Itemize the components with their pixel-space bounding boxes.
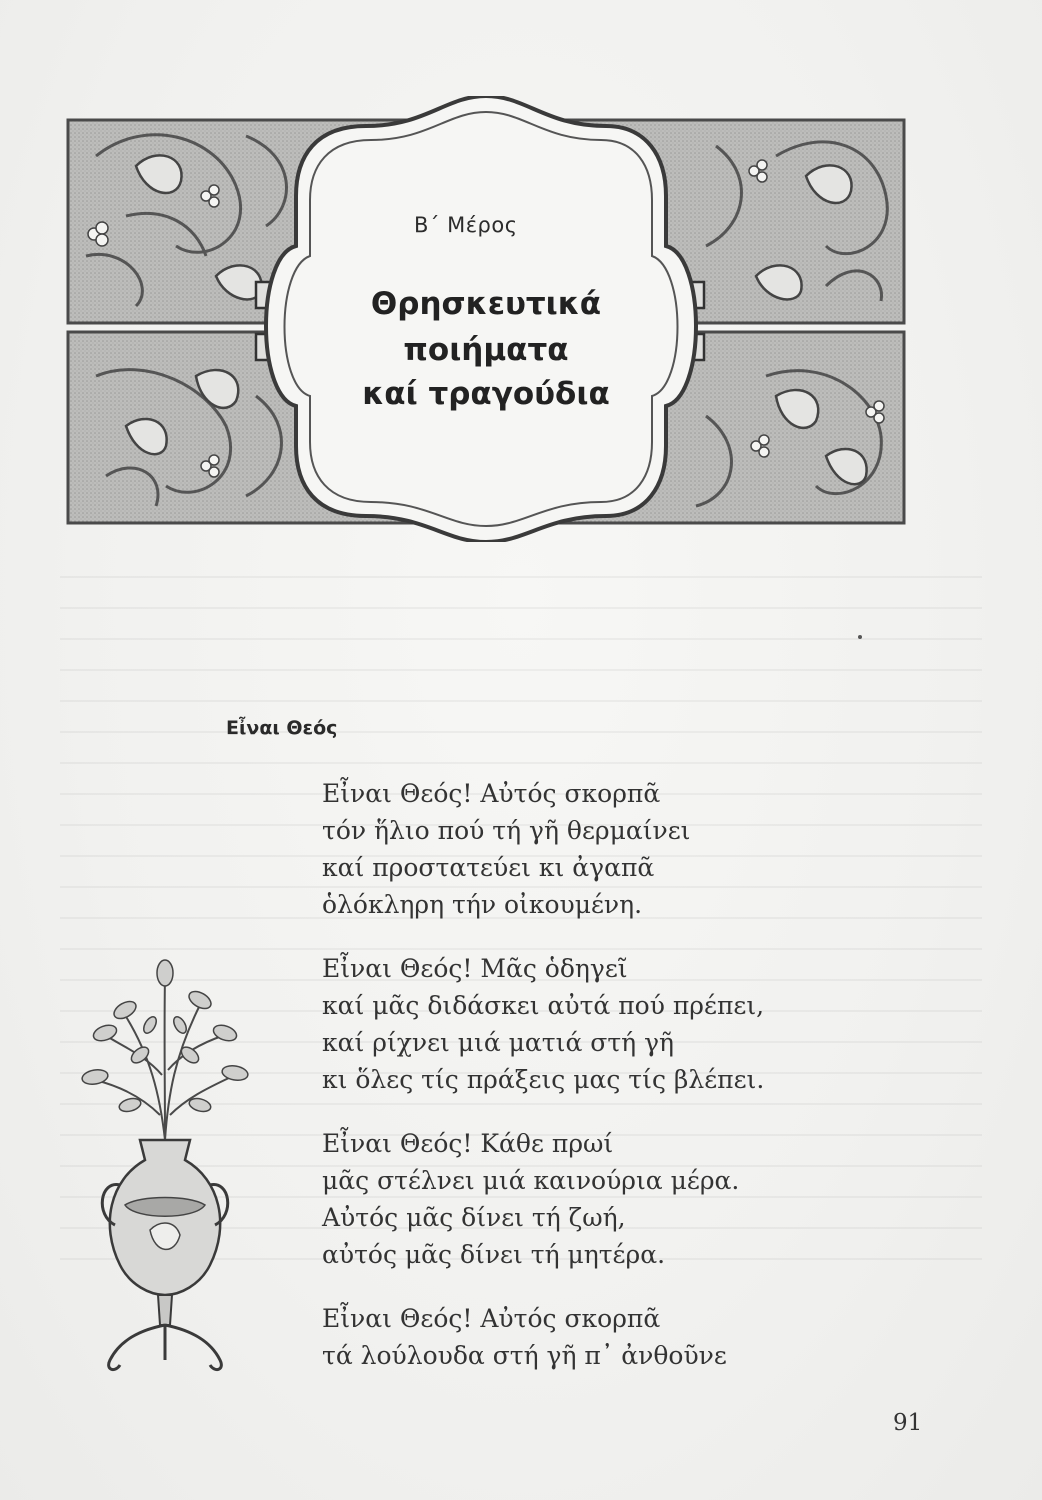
verse: τόν ἥλιο πού τή γῆ θερμαίνει: [322, 816, 691, 845]
verse: καί ρίχνει μιά ματιά στή γῆ: [322, 1028, 675, 1057]
flower-vase-illustration: [80, 955, 250, 1375]
part-label: Β΄ Μέρος: [414, 213, 518, 237]
verse: τά λούλουδα στή γῆ π᾽ ἀνθοῦνε: [322, 1341, 727, 1370]
verse: Αὐτός μᾶς δίνει τή ζωή,: [322, 1203, 626, 1232]
verse: αὐτός μᾶς δίνει τή μητέρα.: [322, 1240, 666, 1269]
verse: Εἶναι Θεός! Αὐτός σκορπᾶ: [322, 779, 661, 808]
page-number: 91: [893, 1410, 923, 1436]
verse: ὁλόκληρη τήν οἰκουμένη.: [322, 890, 643, 919]
verse: κι ὅλες τίς πράξεις μας τίς βλέπει.: [322, 1065, 765, 1094]
title-line-3: καί τραγούδια: [362, 376, 610, 412]
verse: Εἶναι Θεός! Αὐτός σκορπᾶ: [322, 1304, 661, 1333]
poem-title: Εἶναι Θεός: [226, 717, 338, 739]
title-line-2: ποιήματα: [403, 332, 569, 368]
ink-speck: [858, 635, 862, 639]
stanza-3: [322, 1125, 922, 1273]
verse: καί προστατεύει κι ἀγαπᾶ: [322, 853, 655, 882]
verse: Εἶναι Θεός! Κάθε πρωί: [322, 1129, 614, 1158]
banner-text-area: [66, 96, 906, 542]
stanza-2: [322, 950, 922, 1098]
title-line-1: Θρησκευτικά: [370, 286, 602, 322]
verse: μᾶς στέλνει μιά καινούρια μέρα.: [322, 1166, 740, 1195]
verse: καί μᾶς διδάσκει αὐτά πού πρέπει,: [322, 991, 765, 1020]
verse: Εἶναι Θεός! Μᾶς ὁδηγεῖ: [322, 954, 628, 983]
stanza-1: [322, 775, 922, 923]
stanza-4: [322, 1300, 922, 1374]
